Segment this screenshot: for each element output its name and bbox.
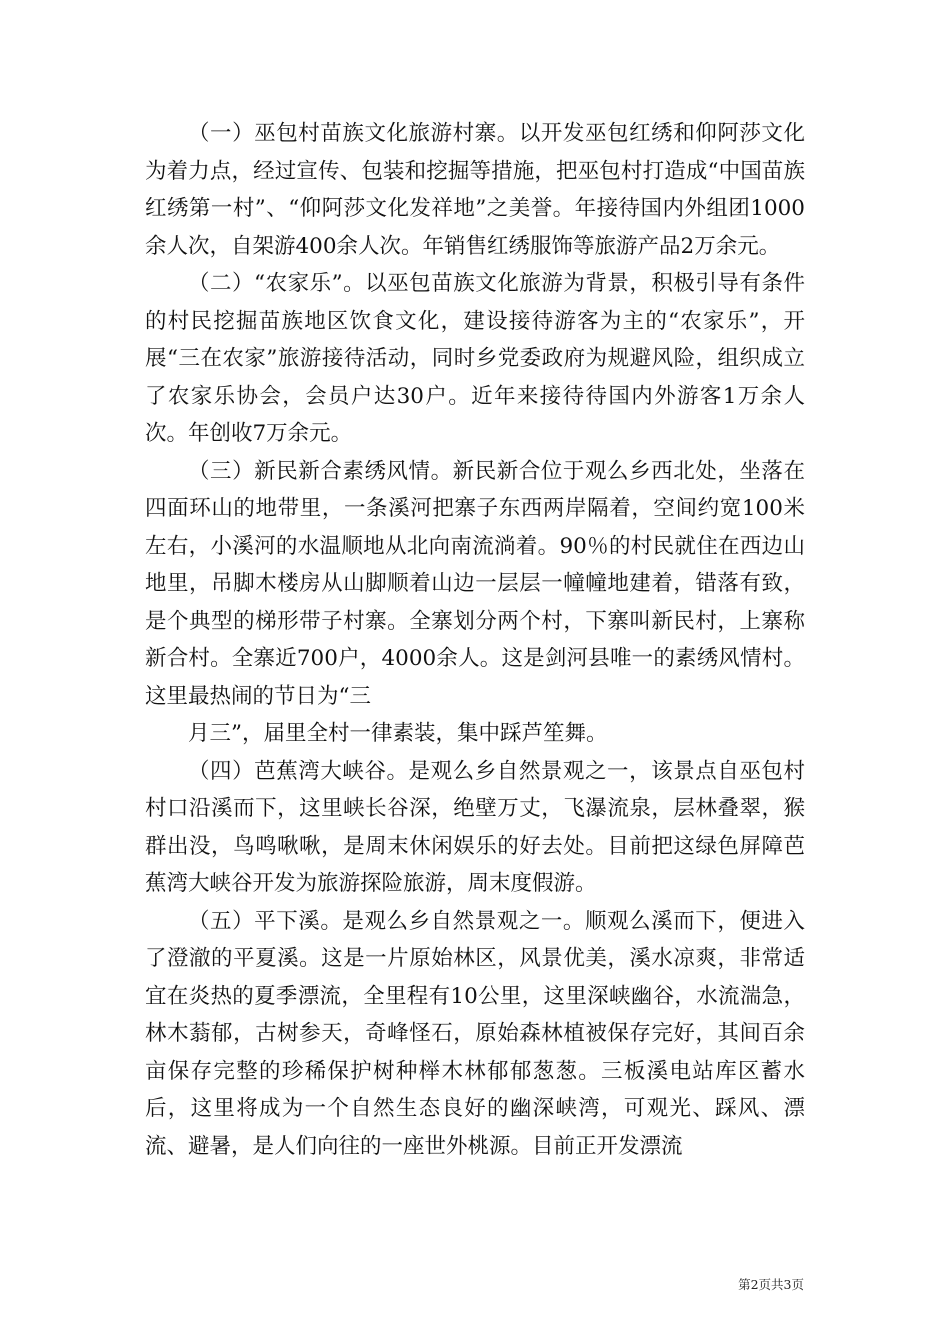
paragraph-pingxia-creek: （五）平下溪。是观么乡自然景观之一。顺观么溪而下，便进入了澄澈的平夏溪。这是一片原始林区，风景优美，溪水凉爽，非常适宜在炎热的夏季漂流，全里程有10公里，这里深峡幽谷，水流湍急，林木蓊郁，古树参天，奇峰怪石，原始森林植被保存完好，其间百余亩保存完整的珍稀保护树种榉木林郁郁葱葱。三板溪电站库区蓄水后，这里将成为一个自然生态良好的幽深峡湾，可观光、踩风、漂流、避暑，是人们向往的一座世外桃源。目前正开发漂流 <box>145 908 805 1159</box>
paragraph-farmhouse: （二）“农家乐”。以巫包苗族文化旅游为背景，积极引导有条件的村民挖掘苗族地区饮食文化，建设接待游客为主的“农家乐”，开展“三在农家”旅游接待活动，同时乡党委政府为规避风险，组织成立了农家乐协会，会员户达30户。近年来接待待国内外游客1万余人次。年创收7万余元。 <box>145 271 805 446</box>
paragraph-wubao-village: （一）巫包村苗族文化旅游村寨。以开发巫包红绣和仰阿莎文化为着力点，经过宣传、包装和挖掘等措施，把巫包村打造成“中国苗族红绣第一村”、“仰阿莎文化发祥地”之美誉。年接待国内外组团1000余人次，自架游400余人次。年销售红绣服饰等旅游产品2万余元。 <box>145 121 805 259</box>
paragraph-xinmin-xinhe: （三）新民新合素绣风情。新民新合位于观么乡西北处，坐落在四面环山的地带里，一条溪河把寨子东西两岸隔着，空间约宽100米左右，小溪河的水温顺地从北向南流淌着。90％的村民就住在西边山地里，吊脚木楼房从山脚顺着山边一层层一幢幢地建着，错落有致，是个典型的梯形带子村寨。全寨划分两个村，下寨叫新民村，上寨称新合村。全寨近700户，4000余人。这是剑河县唯一的素绣风情村。这里最热闹的节日为“三 <box>145 458 805 709</box>
page-number: 第2页共3页 <box>738 1277 804 1292</box>
paragraph-bajiaowan-canyon: （四）芭蕉湾大峡谷。是观么乡自然景观之一，该景点自巫包村村口沿溪而下，这里峡长谷深，绝壁万丈，飞瀑流泉，层林叠翠，猴群出没，鸟鸣啾啾，是周末休闲娱乐的好去处。目前把这绿色屏障芭蕉湾大峡谷开发为旅游探险旅游，周末度假游。 <box>145 758 805 896</box>
document-body <box>145 115 805 1165</box>
paragraph-xinmin-xinhe-continued: 月三”，届里全村一律素装，集中踩芦笙舞。 <box>188 721 608 746</box>
